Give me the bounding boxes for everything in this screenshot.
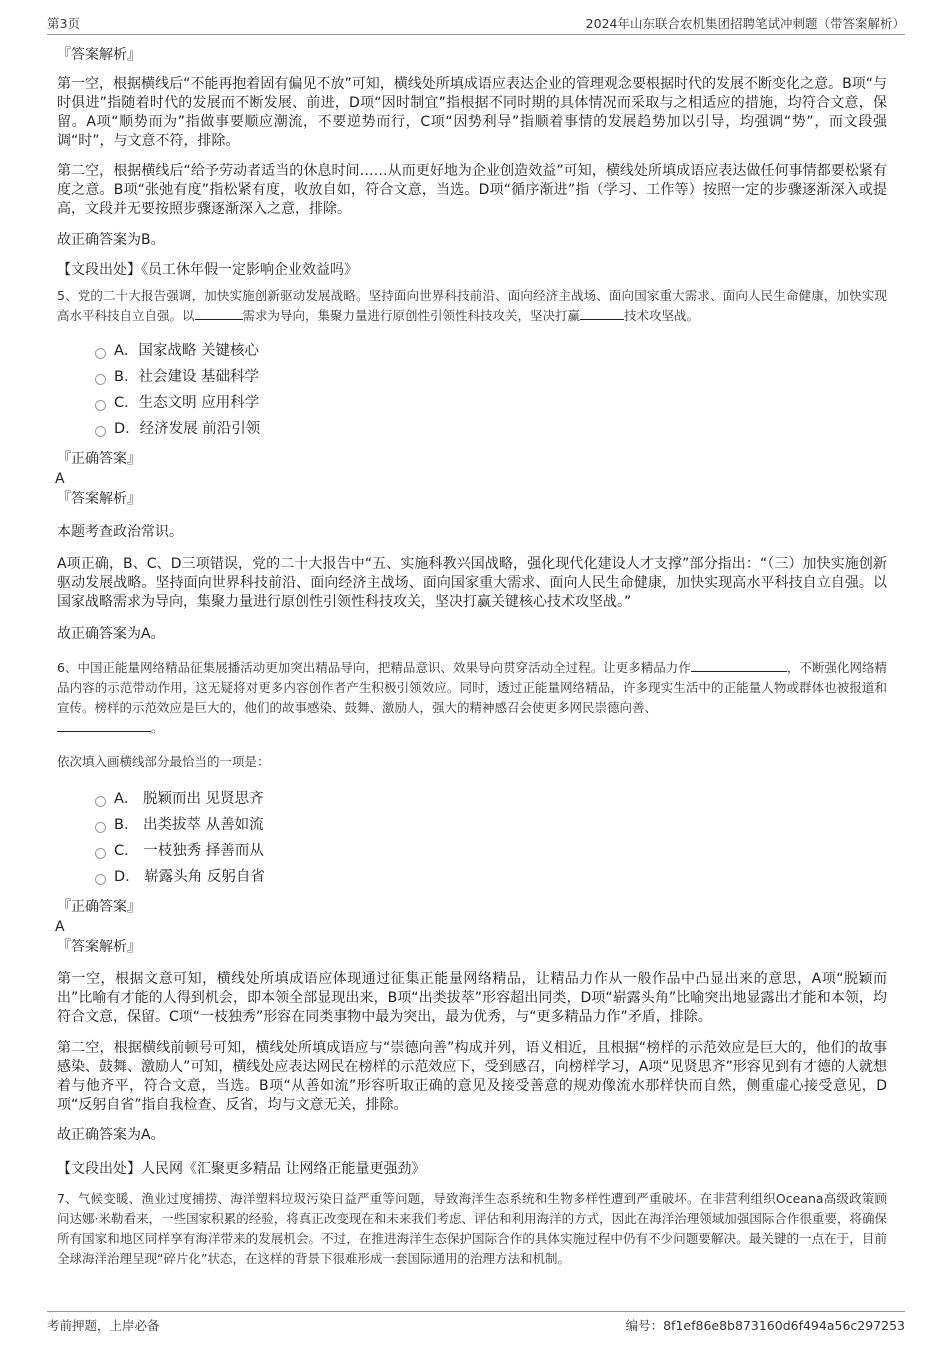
page-number: 第3页 (47, 16, 80, 31)
question-6-stem (57, 658, 887, 738)
analysis-heading: 『答案解析』 (57, 47, 141, 63)
fill-blank (691, 659, 787, 672)
question-text: 技术攻坚战。 (624, 308, 700, 323)
page-footer (47, 1311, 905, 1336)
radio-icon[interactable] (95, 848, 106, 859)
radio-icon[interactable] (95, 796, 106, 807)
radio-icon[interactable] (95, 874, 106, 885)
radio-icon[interactable] (95, 374, 106, 385)
fill-blank (195, 307, 243, 320)
document-title: 2024年山东联合农机集团招聘笔试冲刺题（带答案解析） (585, 16, 905, 31)
analysis-paragraph: 第一空，根据文意可知，横线处所填成语应体现通过征集正能量网络精品，让精品力作从一般作品中凸显出来的意思，A项“脱颖而出”比喻有才能的人得到机会，即本领全部显现出来，B项“出类拔萃”形容超出同类，D项“崭露头角”比喻突出地显露出才能和本领，均符合文意，保留。C项“一枝独秀”形容在同类事物中最为突出，最为优秀，与“更多精品力作”矛盾，排除。 (57, 971, 887, 1025)
question-5-stem (57, 286, 887, 326)
question-text: 需求为导向，集聚力量进行原创性引领性科技攻关，坚决打赢 (242, 308, 581, 323)
question-6-options (95, 786, 887, 890)
option-label: B．社会建设 基础科学 (114, 369, 260, 385)
correct-answer-value: A (55, 919, 65, 935)
correct-answer-value: A (55, 471, 65, 487)
radio-icon[interactable] (95, 426, 106, 437)
option-a[interactable] (95, 338, 887, 364)
question-text: ，不断强化网络精品内容的示范带动作用，这无疑将对更多内容创作者产生积极引领效应。同时，透过正能量网络精品，许多现实生活中的正能量人物或群体也被报道和宣传。榜样的示范效应是巨大的，他们的故事感染、鼓舞、激励人，强大的精神感召会使更多网民崇德向善、 (57, 660, 887, 715)
option-label: A．国家战略 关键核心 (114, 343, 260, 359)
document-id: 编号：8f1ef86e8b873160d6f494a56c297253 (625, 1318, 905, 1333)
answer-conclusion: 故正确答案为A。 (57, 1127, 165, 1143)
question-text: 6、中国正能量网络精品征集展播活动更加突出精品导向，把精品意识、效果导向贯穿活动全过程。让更多精品力作 (57, 660, 691, 675)
source-citation: 【文段出处】《员工休年假一定影响企业效益吗》 (57, 262, 358, 278)
question-text: 。 (151, 720, 164, 735)
analysis-paragraph: A项正确，B、C、D三项错误，党的二十大报告中“五、实施科教兴国战略，强化现代化建设人才支撑”部分指出：“（三）加快实施创新驱动发展战略。坚持面向世界科技前沿、面向经济主战场、面向国家重大需求、面向人民生命健康，加快实现高水平科技自立自强。以国家战略需求为导向，集聚力量进行原创性引领性科技攻关，坚决打赢关键核心技术攻坚战。” (57, 556, 887, 610)
radio-icon[interactable] (95, 348, 106, 359)
option-label: C．生态文明 应用科学 (114, 395, 260, 411)
source-citation: 【文段出处】人民网《汇聚更多精品 让网络正能量更强劲》 (57, 1161, 426, 1177)
question-7-stem: 7、气候变暖、渔业过度捕捞、海洋塑料垃圾污染日益严重等问题，导致海洋生态系统和生物多样性遭到严重破坏。在非营利组织Oceana高级政策顾问达娜·米勒看来，一些国家积累的经验，将真正改变现在和未来我们考虑、评估和利用海洋的方式，因此在海洋治理领域加强国际合作很重要，将确保所有国家和地区同样享有海洋带来的发展机会。不过，在推进海洋生态保护国际合作的具体实施过程中仍有不少问题要解决。最关键的一点在于，目前全球海洋治理呈现“碎片化”状态，在这样的背景下很难形成一套国际通用的治理方法和机制。 (57, 1191, 887, 1266)
option-c[interactable] (95, 390, 887, 416)
fill-blank (580, 307, 624, 320)
analysis-paragraph: 第一空，根据横线后“不能再抱着固有偏见不放”可知，横线处所填成语应表达企业的管理观念要根据时代的发展不断变化之意。B项“与时俱进”指随着时代的发展而不断发展、前进，D项“因时制宜”指根据不同时期的具体情况而采取与之相适应的措施，均符合文意，保留。A项“顺势而为”指做事要顺应潮流，不要逆势而行，C项“因势利导”指顺着事情的发展趋势加以引导，均强调“势”，而文段强调“时”，与文意不符，排除。 (57, 76, 887, 149)
question-5-options (95, 338, 887, 442)
question-6-prompt: 依次填入画横线部分最恰当的一项是： (57, 754, 270, 769)
fill-blank (57, 719, 151, 732)
correct-answer-heading: 『正确答案』 (57, 451, 141, 467)
option-label: D． 崭露头角 反躬自省 (114, 869, 265, 885)
document-body (57, 45, 887, 1269)
option-label: B． 出类拔萃 从善如流 (114, 817, 264, 833)
option-label: D．经济发展 前沿引领 (114, 421, 261, 437)
option-b[interactable] (95, 812, 887, 838)
option-label: C． 一枝独秀 择善而从 (114, 843, 264, 859)
option-d[interactable] (95, 416, 887, 442)
option-label: A． 脱颖而出 见贤思齐 (114, 791, 264, 807)
answer-conclusion: 故正确答案为B。 (57, 232, 165, 248)
radio-icon[interactable] (95, 822, 106, 833)
analysis-paragraph: 本题考查政治常识。 (57, 524, 183, 540)
analysis-heading: 『答案解析』 (57, 491, 141, 507)
analysis-heading: 『答案解析』 (57, 939, 141, 955)
option-a[interactable] (95, 786, 887, 812)
answer-conclusion: 故正确答案为A。 (57, 626, 165, 642)
option-c[interactable] (95, 838, 887, 864)
radio-icon[interactable] (95, 400, 106, 411)
option-b[interactable] (95, 364, 887, 390)
correct-answer-heading: 『正确答案』 (57, 899, 141, 915)
question-text: 5、党的二十大报告强调，加快实施创新驱动发展战略。坚持面向世界科技前沿、面向经济主战场、面向国家重大需求、面向人民生命健康，加快实现高水平科技自立自强。以 (57, 288, 887, 323)
option-d[interactable] (95, 864, 887, 890)
page-header (47, 12, 905, 35)
analysis-paragraph: 第二空，根据横线后“给予劳动者适当的休息时间……从而更好地为企业创造效益”可知，横线处所填成语应表达做任何事情都要松紧有度之意。B项“张弛有度”指松紧有度，收放自如，符合文意，当选。D项“循序渐进”指（学习、工作等）按照一定的步骤逐渐深入或提高，文段并无要按照步骤逐渐深入之意，排除。 (57, 163, 887, 217)
analysis-paragraph: 第二空，根据横线前顿号可知，横线处所填成语应与“崇德向善”构成并列，语义相近，且根据“榜样的示范效应是巨大的，他们的故事感染、鼓舞、激励人”可知，横线处应表达网民在榜样的示范效应下，受到感召，向榜样学习，A项“见贤思齐”形容见到有才德的人就想着与他齐平，符合文意，当选。B项“从善如流”形容听取正确的意见及接受善意的规劝像流水那样快而自然，侧重虚心接受意见，D项“反躬自省”指自我检查、反省，均与文意无关，排除。 (57, 1040, 887, 1113)
footer-slogan: 考前押题，上岸必备 (47, 1318, 160, 1333)
